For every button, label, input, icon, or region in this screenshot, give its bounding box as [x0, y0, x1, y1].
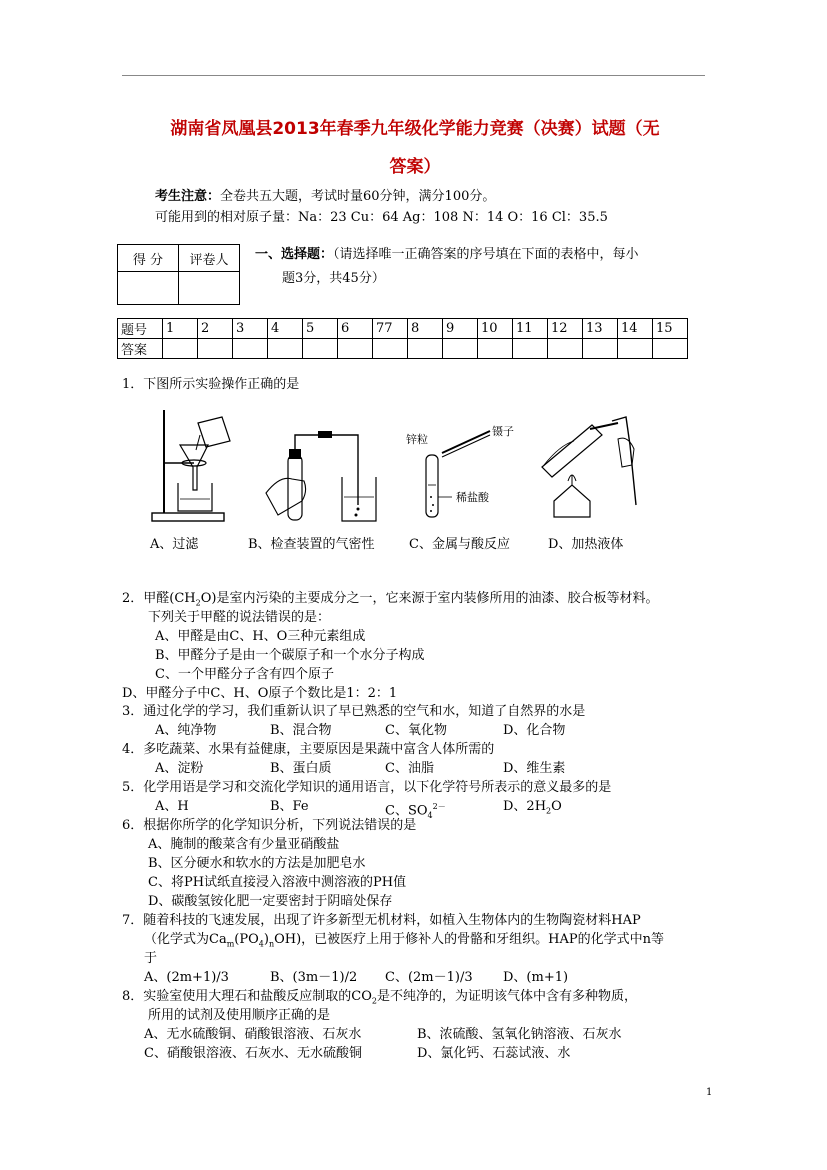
label-tweezers: 镊子	[492, 425, 514, 438]
qnum-cell: 5	[303, 319, 338, 339]
q4-stem: 4．多吃蔬菜、水果有益健康，主要原因是果蔬中富含人体所需的	[122, 742, 495, 757]
q5-option-b: B、Fe	[270, 799, 309, 814]
q2-stem: 2．甲醛$(CH_2O)$是室内污染的主要成分之一，它来源于室内装修所用的油漆、胶合板等材料。	[122, 591, 659, 608]
answer-cell[interactable]	[443, 339, 478, 359]
q7-option-a: A、(2m+1)/3	[144, 970, 229, 985]
qnum-cell: 13	[583, 319, 618, 339]
page-title-line1: 湖南省凤凰县2013年春季九年级化学能力竞赛（决赛）试题（无	[170, 119, 660, 139]
answer-cell[interactable]	[303, 339, 338, 359]
qnum-cell: 14	[618, 319, 653, 339]
qnum-cell: 8	[408, 319, 443, 339]
atomic-masses: 可能用到的相对原子量：Na：23 Cu：64 Ag：108 N：14 O：16 Cl：35.5	[155, 210, 608, 225]
label-acid: 稀盐酸	[456, 491, 489, 504]
heating-figure	[532, 405, 642, 530]
grade-box	[117, 244, 240, 305]
q1-stem: 1．下图所示实验操作正确的是	[122, 377, 300, 392]
answer-row1-label: 题号	[118, 319, 163, 339]
qnum-cell: 10	[478, 319, 513, 339]
qnum-cell: 12	[548, 319, 583, 339]
q6-stem: 6．根据你所学的化学知识分析，下列说法错误的是	[122, 818, 417, 833]
qnum-cell: 2	[198, 319, 233, 339]
answer-row2-label: 答案	[118, 339, 163, 359]
q8-stem: 8．实验室使用大理石和盐酸反应制取的$CO_2$是不纯净的，为证明该气体中含有多种物质，	[122, 989, 637, 1006]
q7-stem: 7．随着科技的飞速发展，出现了许多新型无机材料，如植入生物体内的生物陶瓷材料HAP	[122, 913, 641, 928]
q8-option-d: D、氯化钙、石蕊试液、水	[417, 1046, 571, 1061]
q8-stem2: 所用的试剂及使用顺序正确的是	[148, 1008, 331, 1023]
q6-option-d: D、碳酸氢铵化肥一定要密封于阴暗处保存	[148, 894, 393, 909]
answer-cell[interactable]	[163, 339, 198, 359]
q7-stem2: （化学式为$Ca_m(PO_4)_nOH$)，已被医疗上用于修补人的骨骼和牙组织。HAP的化学式中n等	[144, 932, 665, 949]
qnum-cell: 6	[338, 319, 373, 339]
q5-option-a: A、H	[155, 799, 189, 814]
answer-cell[interactable]	[373, 339, 408, 359]
answer-cell[interactable]	[338, 339, 373, 359]
metal-acid-figure	[402, 405, 522, 530]
q2-stem2: 下列关于甲醛的说法错误的是：	[148, 610, 331, 625]
q1-caption-c: C、金属与酸反应	[409, 537, 510, 552]
qnum-cell: 9	[443, 319, 478, 339]
notice-line	[155, 188, 495, 206]
q7-option-d: D、(m+1)	[503, 970, 569, 985]
answer-table-number-row	[118, 319, 688, 339]
section1-instr-line2: 题3分，共45分）	[282, 271, 385, 286]
answer-cell[interactable]	[513, 339, 548, 359]
page-number: 1	[706, 1087, 713, 1098]
section1-instr-line1: 一、选择题：（请选择唯一正确答案的序号填在下面的表格中，每小	[255, 247, 639, 262]
q5-option-d: D、$2H_2O$	[503, 799, 562, 816]
q8-option-b: B、浓硫酸、氢氧化钠溶液、石灰水	[417, 1027, 622, 1042]
qnum-cell: 15	[653, 319, 688, 339]
q4-option-c: C、油脂	[385, 761, 434, 776]
answer-cell[interactable]	[408, 339, 443, 359]
q2-option-d: D、甲醛分子中C、H、O原子个数比是1：2：1	[122, 686, 398, 701]
qnum-cell: 77	[373, 319, 408, 339]
qnum-cell: 3	[233, 319, 268, 339]
q4-option-d: D、维生素	[503, 761, 566, 776]
q7-stem3: 于	[144, 951, 158, 966]
q6-option-a: A、腌制的酸菜含有少量亚硝酸盐	[148, 837, 340, 852]
answer-cell[interactable]	[618, 339, 653, 359]
label-zinc: 锌粒	[406, 433, 428, 446]
q3-option-a: A、纯净物	[155, 723, 217, 738]
answer-table-answer-row	[118, 339, 688, 359]
grader-label: 评卷人	[179, 245, 240, 272]
filtration-figure	[150, 405, 240, 530]
q3-option-c: C、氧化物	[385, 723, 447, 738]
q3-stem: 3．通过化学的学习，我们重新认识了早已熟悉的空气和水，知道了自然界的水是	[122, 704, 586, 719]
answer-cell[interactable]	[653, 339, 688, 359]
notice-text: 全卷共五大题，考试时量60分钟，满分100分。	[220, 189, 496, 204]
q2-option-b: B、甲醛分子是由一个碳原子和一个水分子构成	[155, 648, 425, 663]
q1-caption-d: D、加热液体	[548, 537, 624, 552]
answer-cell[interactable]	[233, 339, 268, 359]
q4-option-a: A、淀粉	[155, 761, 204, 776]
q6-option-b: B、区分硬水和软水的方法是加肥皂水	[148, 856, 366, 871]
notice-label: 考生注意：	[155, 189, 221, 204]
header-rule	[122, 75, 705, 76]
score-label: 得 分	[118, 245, 179, 272]
score-cell[interactable]	[118, 272, 179, 305]
page-title-line2: 答案）	[389, 157, 441, 177]
q8-option-c: C、硝酸银溶液、石灰水、无水硫酸铜	[144, 1046, 362, 1061]
q1-caption-a: A、过滤	[150, 537, 199, 552]
airtightness-figure	[258, 405, 383, 530]
q8-option-a: A、无水硫酸铜、硝酸银溶液、石灰水	[144, 1027, 362, 1042]
q3-option-d: D、化合物	[503, 723, 566, 738]
q3-option-b: B、混合物	[270, 723, 332, 738]
answer-table	[117, 318, 688, 359]
q7-option-b: B、(3m－1)/2	[270, 970, 358, 985]
qnum-cell: 11	[513, 319, 548, 339]
grader-cell[interactable]	[179, 272, 240, 305]
q5-option-c: C、$SO_4^{2-}$	[385, 802, 446, 820]
answer-cell[interactable]	[548, 339, 583, 359]
q5-stem: 5．化学用语是学习和交流化学知识的通用语言，以下化学符号所表示的意义最多的是	[122, 780, 612, 795]
qnum-cell: 1	[163, 319, 198, 339]
answer-cell[interactable]	[198, 339, 233, 359]
q1-caption-b: B、检查装置的气密性	[248, 537, 375, 552]
q7-option-c: C、(2m－1)/3	[385, 970, 473, 985]
answer-cell[interactable]	[478, 339, 513, 359]
q6-option-c: C、将PH试纸直接浸入溶液中测溶液的PH值	[148, 875, 407, 890]
qnum-cell: 4	[268, 319, 303, 339]
section1-heading: 一、选择题：	[255, 247, 334, 262]
q2-option-a: A、甲醛是由C、H、O三种元素组成	[155, 629, 366, 644]
q2-option-c: C、一个甲醛分子含有四个原子	[155, 667, 334, 682]
answer-cell[interactable]	[583, 339, 618, 359]
answer-cell[interactable]	[268, 339, 303, 359]
q4-option-b: B、蛋白质	[270, 761, 332, 776]
